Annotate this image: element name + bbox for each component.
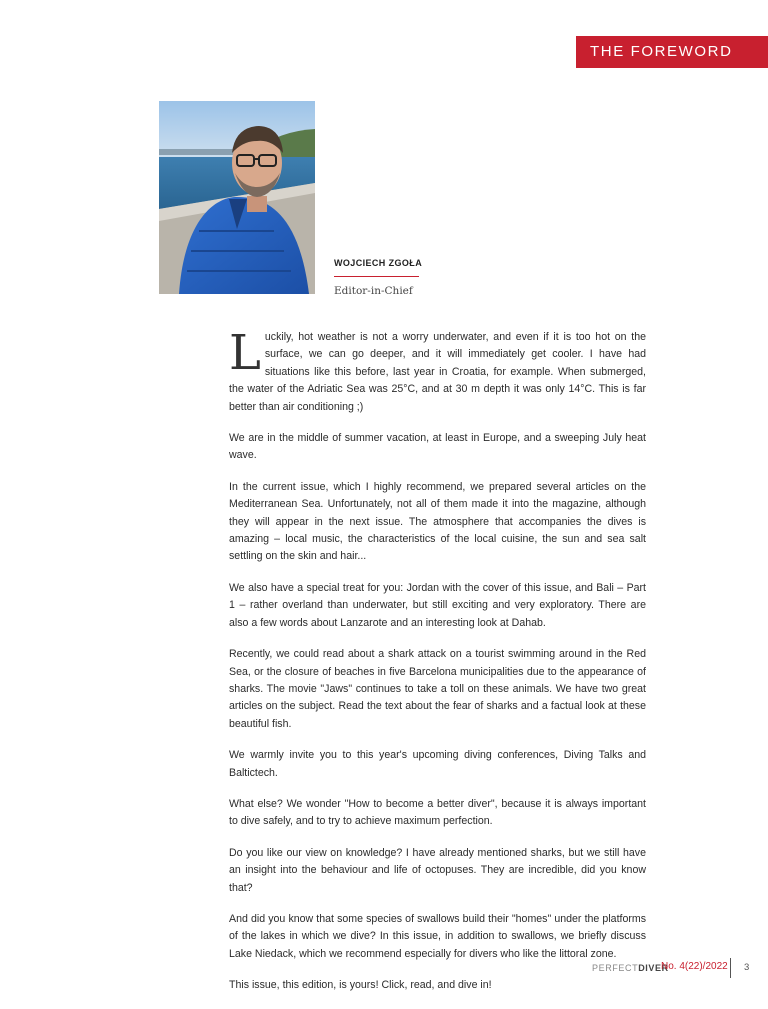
article-paragraph: We also have a special treat for you: Jordan with the cover of this issue, and Bali – Part 1 – rather overland than underwater, but still exciting and very exploratory. There are also a few words about Lanzarote and an interesting look at Dahab. [229,581,646,629]
section-banner [576,36,768,68]
author-divider [334,276,419,277]
article-paragraph: Luckily, hot weather is not a worry underwater, and even if it is too hot on the surface, we can go deeper, and it will immediately get cooler. I have had situations like this before, last year in Croatia, for example. When submerged, the water of the Adriatic Sea was 25°C, and at 30 m depth it was only 14°C. This is far better than air conditioning ;) [229,325,646,413]
author-photo [159,101,315,294]
article-paragraph: This issue, this edition, is yours! Click, read, and dive in! [229,979,492,992]
article-paragraph: We are in the middle of summer vacation, at least in Europe, and a sweeping July heat wave. [229,432,646,462]
article-paragraph: And did you know that some species of swallows build their "homes" under the platforms of the lakes in which we dive? In this issue, in addition to swallows, we briefly discuss Lake Niedack, which we recommend especially for divers who like the littoral zone. [229,912,646,960]
foreword-article [229,325,646,1009]
brand-bold: DIVER [638,963,669,973]
drop-cap: L [229,325,261,381]
author-role: Editor-in-Chief [334,285,413,297]
page-number: 3 [744,962,750,973]
brand-light: PERFECT [592,963,639,973]
footer-issue-number: No. 4(22)/2022 [661,961,728,972]
section-title: THE FOREWORD [590,43,733,60]
author-name: WOJCIECH ZGOŁA [334,258,423,268]
article-paragraph: Do you like our view on knowledge? I have already mentioned sharks, but we still have an insight into the behaviour and life of octopuses. They are incredible, did you know that? [229,846,646,894]
article-paragraph: Recently, we could read about a shark attack on a tourist swimming around in the Red Sea, or the closure of beaches in five Barcelona municipalities due to the appearance of sharks. The movie "Jaws" continues to take a toll on these animals. We have two great articles on the subject. Read the text about the fear of sharks and a factual look at these beautiful fish. [229,648,646,730]
article-paragraph: In the current issue, which I highly recommend, we prepared several articles on the Mediterranean Sea. Unfortunately, not all of them made it into the magazine, although they will appear in the next issue. The atmosphere that accompanies the dives is amazing – local music, the characteristics of the local cuisine, the sun and sea salt settling on the skin and hair... [229,480,646,563]
footer-divider [730,958,731,978]
article-paragraph: We warmly invite you to this year's upcoming diving conferences, Diving Talks and Baltictech. [229,749,646,779]
article-paragraph: What else? We wonder "How to become a better diver", because it is always important to dive safely, and to try to achieve maximum perfection. [229,797,646,828]
footer-magazine-brand [592,963,669,973]
